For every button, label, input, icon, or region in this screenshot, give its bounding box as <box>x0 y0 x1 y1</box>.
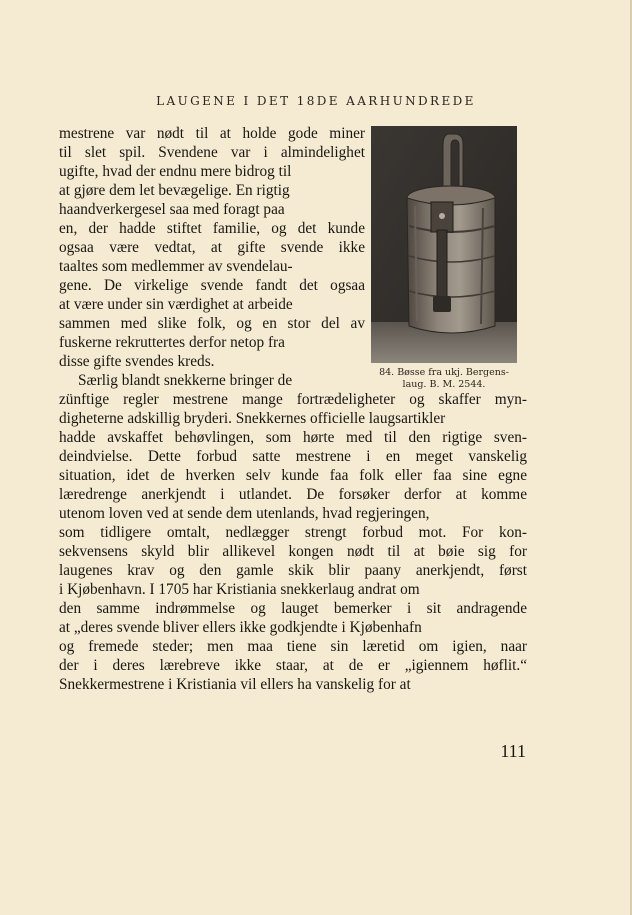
running-head: LAUGENE I DET 18DE AARHUNDREDE <box>156 94 476 108</box>
body-line: og fremede steder; men maa tiene sin læretid om igien, naar <box>59 638 527 655</box>
body-line: som tidligere omtalt, nedlægger strengt forbud mot. For kon- <box>59 524 527 541</box>
body-line: zünftige regler mestrene mange fortrædeligheter og skaffer myn- <box>59 391 527 408</box>
body-line: fuskerne rekruttertes derfor netop fra <box>59 334 285 351</box>
body-line: haandverkergesel saa med foragt paa <box>59 201 285 218</box>
figure-caption <box>364 367 524 391</box>
body-line: situation, idet de hverken selv kunde faa folk eller faa sine egne <box>59 467 527 484</box>
body-line: sammen med slike folk, og en stor del av <box>59 315 365 332</box>
body-line: Særlig blandt snekkerne bringer de <box>78 372 293 389</box>
figure-photo <box>371 126 517 363</box>
body-line: disse gifte svendes kreds. <box>59 353 215 370</box>
body-line: laugenes krav og den gamle skik blir paany anerkjendt, først <box>59 562 527 579</box>
body-line: Snekkermestrene i Kristiania vil ellers ha vanskelig for at <box>59 676 411 693</box>
body-line: gene. De virkelige svende fandt det ogsaa <box>59 277 365 294</box>
body-line: at være under sin værdighet at arbeide <box>59 296 293 313</box>
body-line: læredrenge anerkjendt i utlandet. De forsøker derfor at komme <box>59 486 527 503</box>
body-line: den samme indrømmelse og lauget bemerker i sit andragende <box>59 600 527 617</box>
body-line: at „deres svende bliver ellers ikke godkjendte i Kjøbenhafn <box>59 619 422 636</box>
body-line: en, der hadde stiftet familie, og det kunde <box>59 220 365 237</box>
figure-caption-line-2: laug. B. M. 2544. <box>402 379 486 390</box>
body-line: ugifte, hvad der endnu mere bidrog til <box>59 163 292 180</box>
body-line: til slet spil. Svendene var i almindelighet <box>59 144 365 161</box>
body-line: utenom loven ved at sende dem utenlands, hvad regjeringen, <box>59 505 430 522</box>
body-line: deindvielse. Dette forbud satte mestrene i en meget vanskelig <box>59 448 527 465</box>
body-line: hadde avskaffet behøvlingen, som hørte med til den rigtige sven- <box>59 429 527 446</box>
figure-caption-line-1: 84. Bøsse fra ukj. Bergens- <box>379 367 509 378</box>
guild-box-illustration <box>371 126 517 363</box>
figure <box>371 126 517 363</box>
page-number: 111 <box>500 741 526 761</box>
body-line: mestrene var nødt til at holde gode miner <box>59 125 365 142</box>
body-line: digheterne adskillig bryderi. Snekkernes officielle laugsartikler <box>59 410 446 427</box>
body-line: i Kjøbenhavn. I 1705 har Kristiania snekkerlaug andrat om <box>59 581 420 598</box>
body-line: ogsaa være vedtat, at gifte svende ikke <box>59 239 365 256</box>
body-line: at gjøre dem let bevægelige. En rigtig <box>59 182 290 199</box>
body-line: taaltes som medlemmer av svendelau- <box>59 258 293 275</box>
body-line: der i deres lærebreve ikke staar, at de er „igiennem høflit.“ <box>59 657 527 674</box>
body-line: sekvensens skyld blir allikevel kongen nødt til at bøie sig for <box>59 543 527 560</box>
